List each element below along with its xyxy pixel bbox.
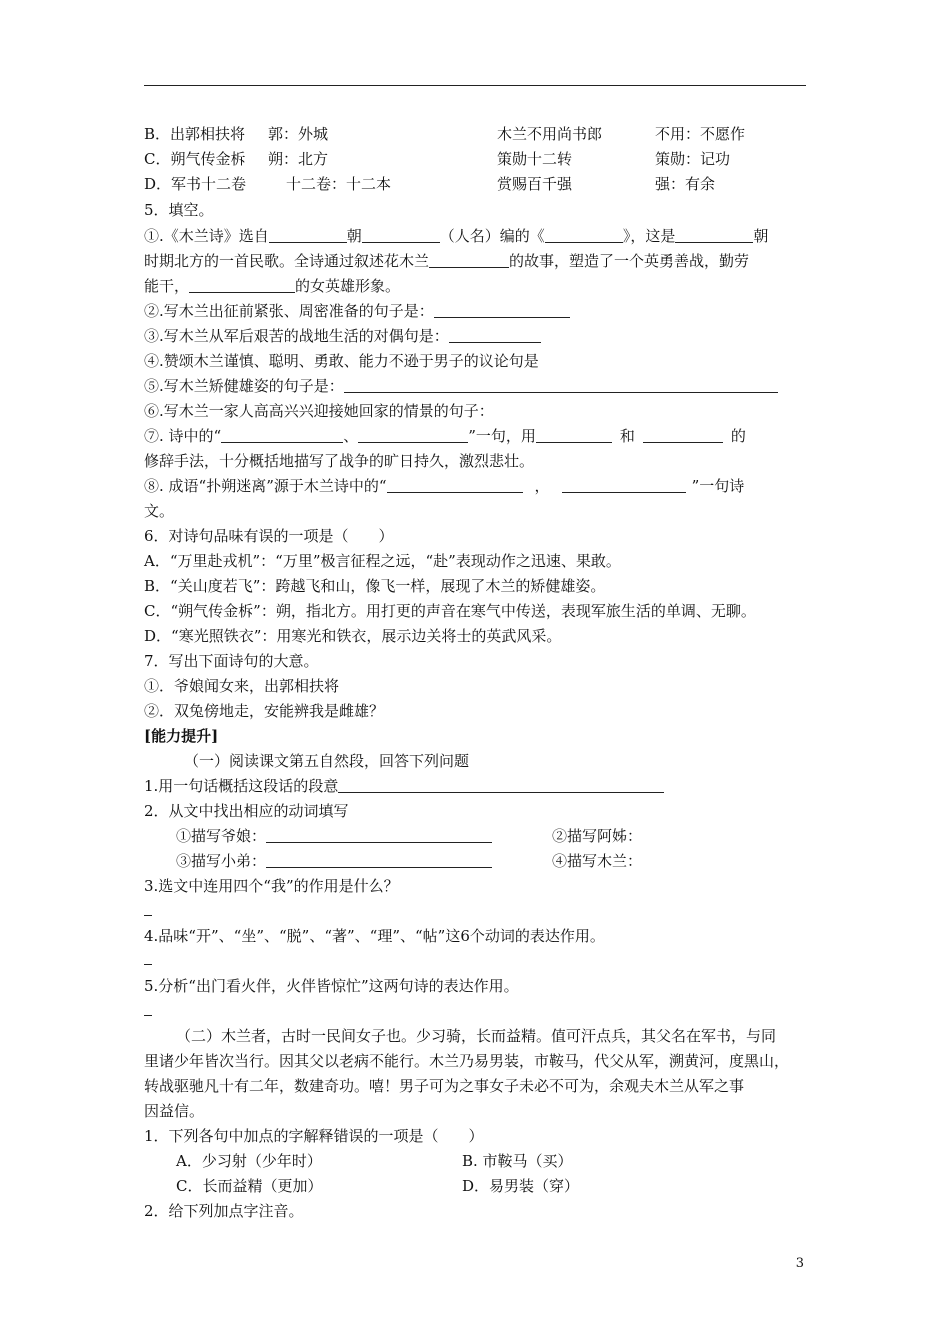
blank[interactable] — [362, 227, 440, 243]
q4-option-b-word2: 不用：不愿作 — [655, 125, 746, 143]
q5-line-5: ③.写木兰从军后艰苦的战地生活的对偶句是： — [144, 326, 541, 346]
q5-line-6: ④.赞颂木兰谨慎、聪明、勇敢、能力不逊于男子的议论句是 — [144, 352, 539, 370]
q6-option-a: A．“万里赴戎机”：“万里”极言征程之远，“赴”表现动作之迅速、果敢。 — [144, 552, 621, 570]
q4-option-d-2: 赏赐百千强 — [497, 175, 573, 193]
answer-dash — [144, 915, 152, 916]
part2-q1-d: D．易男装（穿） — [462, 1177, 580, 1195]
blank[interactable] — [387, 477, 523, 493]
part2-q1: 1．下列各句中加点的字解释错误的一项是（ ） — [144, 1127, 484, 1145]
q6-option-d: D．“寒光照铁衣”：用寒光和铁衣，展示边关将士的英武风采。 — [144, 627, 562, 645]
q7-line-1: ①．爷娘闻女来，出郭相扶将 — [144, 677, 340, 695]
q4-option-c-word2: 策勋：记功 — [655, 150, 731, 168]
q5-title: 5．填空。 — [144, 201, 214, 219]
blank[interactable] — [266, 852, 492, 868]
part2-passage-2: 里诸少年皆次当行。因其父以老病不能行。木兰乃易男装，市鞍马，代父从军，溯黄河，度黑山， — [144, 1052, 790, 1070]
q4-option-d-word: 十二卷：十二本 — [286, 175, 392, 193]
part2-q2: 2．给下列加点字注音。 — [144, 1202, 304, 1220]
header-rule — [144, 85, 806, 86]
q4-option-b: B．出郭相扶将 — [144, 125, 246, 143]
part1-q2-d: ④描写木兰： — [552, 852, 643, 870]
q4-option-d-word2: 强：有余 — [655, 175, 716, 193]
part1-q2-b: ②描写阿姊： — [552, 827, 643, 845]
part1-q2-c: ③描写小弟： — [176, 851, 492, 871]
q4-option-d: D．军书十二卷 — [144, 175, 247, 193]
q5-line-4: ②.写木兰出征前紧张、周密准备的句子是： — [144, 301, 570, 321]
q5-line-3: 能干， 的女英雄形象。 — [144, 277, 401, 295]
part1-q4: 4.品味“开”、“坐”、“脱”、“著”、“理”、“帖”这6个动词的表达作用。 — [144, 927, 605, 945]
q4-option-c-word: 朔：北方 — [268, 150, 329, 168]
part1-q3: 3.选文中连用四个“我”的作用是什么？ — [144, 877, 399, 895]
q4-option-c-2: 策勋十二转 — [497, 150, 573, 168]
q6-option-c: C．“朔气传金柝”：朔，指北方。用打更的声音在寒气中传送，表现军旅生活的单调、无聊。 — [144, 602, 756, 620]
q5-line-12: 文。 — [144, 502, 175, 520]
blank[interactable] — [449, 327, 541, 343]
blank[interactable] — [545, 227, 623, 243]
blank[interactable] — [344, 377, 778, 393]
blank[interactable] — [189, 277, 295, 293]
q5-line-8: ⑥.写木兰一家人高高兴兴迎接她回家的情景的句子： — [144, 402, 494, 420]
part1-q2: 2．从文中找出相应的动词填写 — [144, 802, 349, 820]
part1-q2-a: ①描写爷娘： — [176, 826, 492, 846]
blank[interactable] — [536, 427, 612, 443]
q4-option-b-word: 郭：外城 — [268, 125, 329, 143]
answer-dash — [144, 1015, 152, 1016]
blank[interactable] — [269, 227, 347, 243]
section-title: [能力提升] — [144, 727, 219, 745]
blank[interactable] — [562, 477, 686, 493]
blank[interactable] — [675, 227, 753, 243]
part2-passage-3: 转战驱驰凡十有二年，数建奇功。嘻！男子可为之事女子未必不可为，余观夫木兰从军之事 — [144, 1077, 745, 1095]
q5-line-2: 时期北方的一首民歌。全诗通过叙述花木兰 的故事，塑造了一个英勇善战，勤劳 — [144, 252, 750, 270]
q7-title: 7．写出下面诗句的大意。 — [144, 652, 319, 670]
part2-passage-4: 因益信。 — [144, 1102, 205, 1120]
answer-dash — [144, 964, 152, 965]
q4-option-b-2: 木兰不用尚书郎 — [497, 125, 603, 143]
part2-q1-a: A．少习射（少年时） — [176, 1152, 322, 1170]
page-number: 3 — [795, 1256, 804, 1271]
q5-line-7: ⑤.写木兰矫健雄姿的句子是： — [144, 376, 778, 396]
q5-line-9: ⑦. 诗中的“ 、 ”一句，用 和 的 — [144, 427, 746, 445]
blank[interactable] — [434, 302, 570, 318]
blank[interactable] — [643, 427, 723, 443]
q4-option-c: C．朔气传金柝 — [144, 150, 246, 168]
blank[interactable] — [358, 427, 468, 443]
q5-line-11: ⑧. 成语“扑朔迷离”源于木兰诗中的“ ， ”一句诗 — [144, 477, 745, 495]
part2-q1-c: C．长而益精（更加） — [176, 1177, 323, 1195]
part2-q1-b: B. 市鞍马（买） — [462, 1152, 573, 1170]
part1-q5: 5.分析“出门看火伴，火伴皆惊忙”这两句诗的表达作用。 — [144, 977, 519, 995]
part2-passage-1: （二）木兰者，古时一民间女子也。少习骑，长而益精。值可汗点兵，其父名在军书，与同 — [176, 1027, 777, 1045]
q5-line-10: 修辞手法，十分概括地描写了战争的旷日持久，激烈悲壮。 — [144, 452, 535, 470]
q7-line-2: ②．双兔傍地走，安能辨我是雌雄？ — [144, 702, 385, 720]
part1-intro: （一）阅读课文第五自然段，回答下列问题 — [184, 752, 470, 770]
blank[interactable] — [338, 777, 664, 793]
q5-line-1: ①.《木兰诗》选自 朝 （人名）编的《 》，这是 朝 — [144, 227, 769, 245]
q6-option-b: B．“关山度若飞”：跨越飞和山，像飞一样，展现了木兰的矫健雄姿。 — [144, 577, 606, 595]
part1-q1: 1.用一句话概括这段话的段意 — [144, 776, 664, 796]
blank[interactable] — [266, 827, 492, 843]
q6-title: 6．对诗句品味有误的一项是（ ） — [144, 527, 394, 545]
blank[interactable] — [221, 427, 343, 443]
blank[interactable] — [429, 252, 509, 268]
